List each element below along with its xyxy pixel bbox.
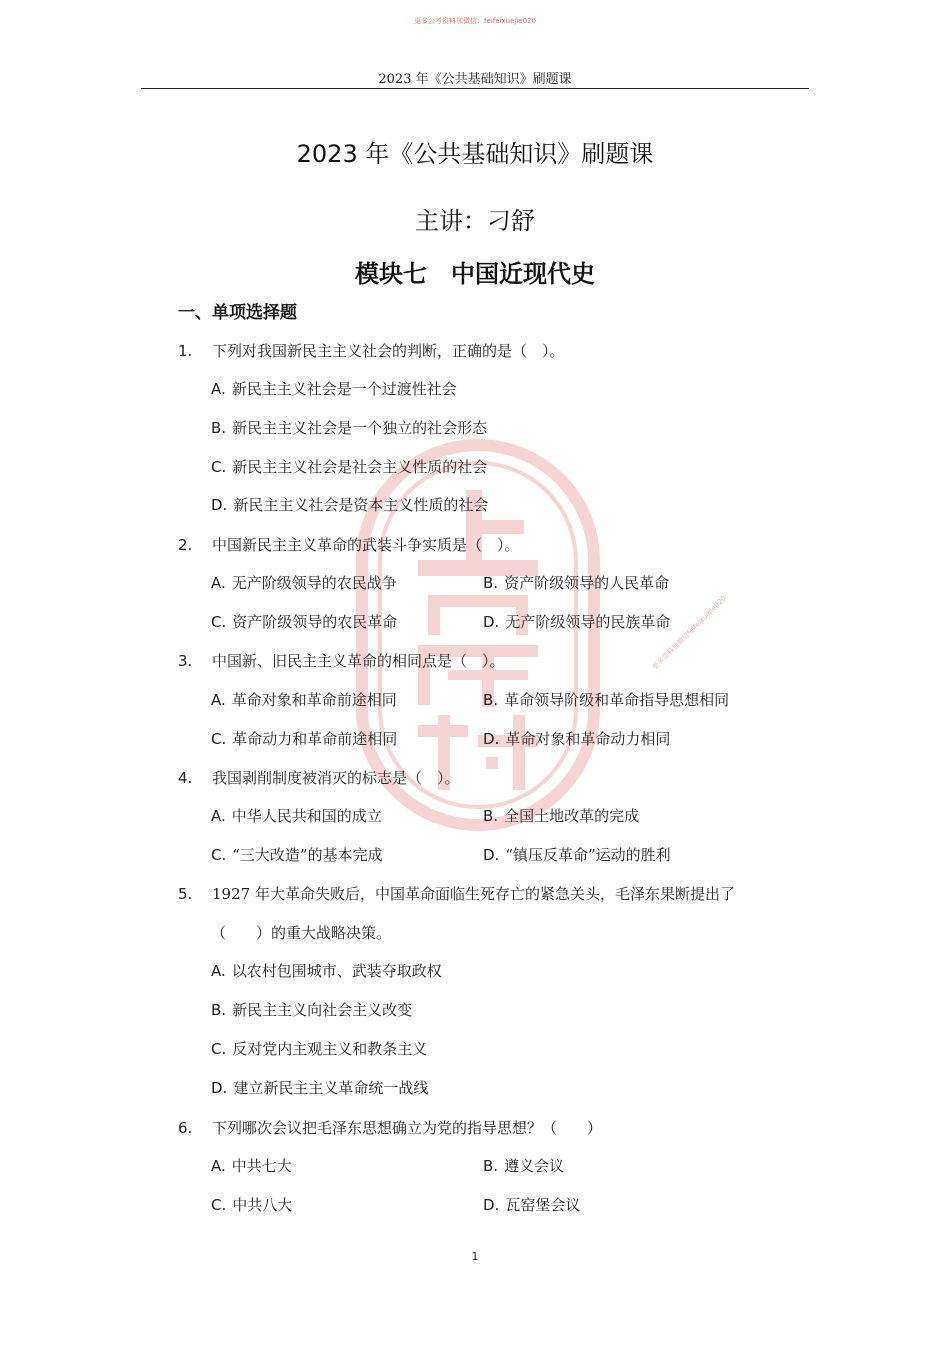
- section-heading: 一、单项选择题: [178, 303, 297, 323]
- option-text: 反对党内主观主义和教条主义: [232, 1040, 428, 1058]
- question-stem: [178, 341, 565, 361]
- option-text: 新民主主义社会是一个过渡性社会: [231, 380, 457, 398]
- option-text: 以农村包围城市、武装夺取政权: [231, 962, 442, 980]
- answer-option: [483, 1156, 564, 1176]
- option-text: 新民主主义社会是一个独立的社会形态: [232, 419, 488, 437]
- answer-option: [211, 1078, 428, 1098]
- answer-option: [483, 845, 671, 865]
- option-text: 革命对象和革命动力相同: [505, 730, 671, 748]
- answer-option: [211, 457, 487, 477]
- option-letter: D.: [211, 1079, 228, 1097]
- option-letter: D.: [483, 613, 500, 631]
- diagonal-watermark: 更多资料加微信feifeixuejie020: [650, 594, 728, 672]
- page-number: 1: [471, 1250, 479, 1263]
- option-letter: B.: [483, 1157, 499, 1175]
- option-letter: C.: [211, 613, 227, 631]
- option-letter: D.: [211, 496, 228, 514]
- question-number: 4.: [178, 769, 193, 787]
- answer-option: [483, 729, 670, 749]
- option-letter: A.: [211, 962, 226, 980]
- question-stem: [178, 884, 735, 904]
- option-text: 无产阶级领导的农民战争: [231, 574, 397, 592]
- option-text: 遵义会议: [504, 1157, 565, 1175]
- lecturer-line: 主讲：刁舒: [415, 207, 535, 235]
- question-text: 我国剥削制度被消灭的标志是（ ）。: [212, 769, 460, 787]
- option-letter: A.: [211, 1157, 226, 1175]
- option-text: 新民主主义向社会主义改变: [232, 1001, 413, 1019]
- option-text: 新民主主义社会是资本主义性质的社会: [233, 496, 489, 514]
- option-text: 资产阶级领导的人民革命: [504, 574, 670, 592]
- answer-option: [211, 418, 487, 438]
- answer-option: [211, 1039, 427, 1059]
- option-letter: A.: [211, 574, 226, 592]
- question-stem: [178, 651, 505, 671]
- answer-option: [211, 612, 397, 632]
- top-contact-note: 更多公考资料加微信：feifeixuejie020: [414, 17, 536, 25]
- question-number: 5.: [178, 885, 193, 903]
- option-text: 中华人民共和国的成立: [231, 807, 382, 825]
- module-title: 模块七 中国近现代史: [355, 260, 595, 288]
- question-text: 中国新民主主义革命的武装斗争实质是（ ）。: [212, 536, 520, 554]
- option-letter: D.: [483, 1196, 500, 1214]
- option-letter: A.: [211, 380, 226, 398]
- answer-option: [483, 1195, 580, 1215]
- answer-option: [211, 806, 382, 826]
- option-text: 建立新民主主义革命统一战线: [233, 1079, 429, 1097]
- running-header: 2023 年《公共基础知识》刷题课: [378, 72, 572, 87]
- option-text: “镇压反革命”运动的胜利: [505, 846, 671, 864]
- answer-option: [211, 1156, 292, 1176]
- option-letter: B.: [483, 807, 499, 825]
- answer-option: [483, 690, 729, 710]
- question-number: 6.: [178, 1119, 193, 1137]
- question-number: 3.: [178, 652, 193, 670]
- option-letter: A.: [211, 691, 226, 709]
- answer-option: [211, 1195, 292, 1215]
- answer-option: [211, 573, 397, 593]
- answer-option: [211, 845, 383, 865]
- question-stem: [178, 1118, 602, 1138]
- answer-option: [483, 612, 670, 632]
- option-letter: D.: [483, 846, 500, 864]
- option-text: 新民主主义社会是社会主义性质的社会: [232, 458, 488, 476]
- answer-option: [483, 806, 639, 826]
- question-text-continued: （ ）的重大战略决策。: [211, 924, 392, 942]
- option-letter: C.: [211, 1040, 227, 1058]
- option-text: 瓦窑堡会议: [505, 1196, 581, 1214]
- option-letter: D.: [483, 730, 500, 748]
- option-letter: B.: [211, 419, 227, 437]
- question-text: 下列对我国新民主主义社会的判断，正确的是（ ）。: [212, 342, 565, 360]
- option-text: 革命动力和革命前途相同: [232, 730, 398, 748]
- option-text: 中共七大: [231, 1157, 292, 1175]
- option-letter: C.: [211, 730, 227, 748]
- option-letter: C.: [211, 846, 227, 864]
- option-text: 革命领导阶级和革命指导思想相同: [504, 691, 730, 709]
- question-text: 下列哪次会议把毛泽东思想确立为党的指导思想？（ ）: [212, 1119, 603, 1137]
- question-text: 1927 年大革命失败后，中国革命面临生死存亡的紧急关头，毛泽东果断提出了: [212, 885, 735, 903]
- answer-option: [211, 690, 397, 710]
- question-number: 2.: [178, 536, 193, 554]
- option-text: 资产阶级领导的农民革命: [232, 613, 398, 631]
- option-letter: B.: [211, 1001, 227, 1019]
- question-number: 1.: [178, 342, 193, 360]
- option-text: 中共八大: [232, 1196, 293, 1214]
- question-stem: [178, 768, 460, 788]
- option-text: 无产阶级领导的民族革命: [505, 613, 671, 631]
- question-stem: [178, 535, 520, 555]
- answer-option: [211, 495, 488, 515]
- answer-option: [483, 573, 669, 593]
- option-letter: B.: [483, 691, 499, 709]
- option-letter: A.: [211, 807, 226, 825]
- answer-option: [211, 961, 442, 981]
- answer-option: [211, 379, 457, 399]
- option-text: 革命对象和革命前途相同: [231, 691, 397, 709]
- option-letter: B.: [483, 574, 499, 592]
- option-letter: C.: [211, 1196, 227, 1214]
- question-text: 中国新、旧民主主义革命的相同点是（ ）。: [212, 652, 505, 670]
- answer-option: [211, 1000, 412, 1020]
- option-text: “三大改造”的基本完成: [232, 846, 383, 864]
- option-letter: C.: [211, 458, 227, 476]
- option-text: 全国土地改革的完成: [504, 807, 640, 825]
- header-rule: [141, 88, 809, 89]
- answer-option: [211, 729, 397, 749]
- document-title: 2023 年《公共基础知识》刷题课: [296, 140, 654, 168]
